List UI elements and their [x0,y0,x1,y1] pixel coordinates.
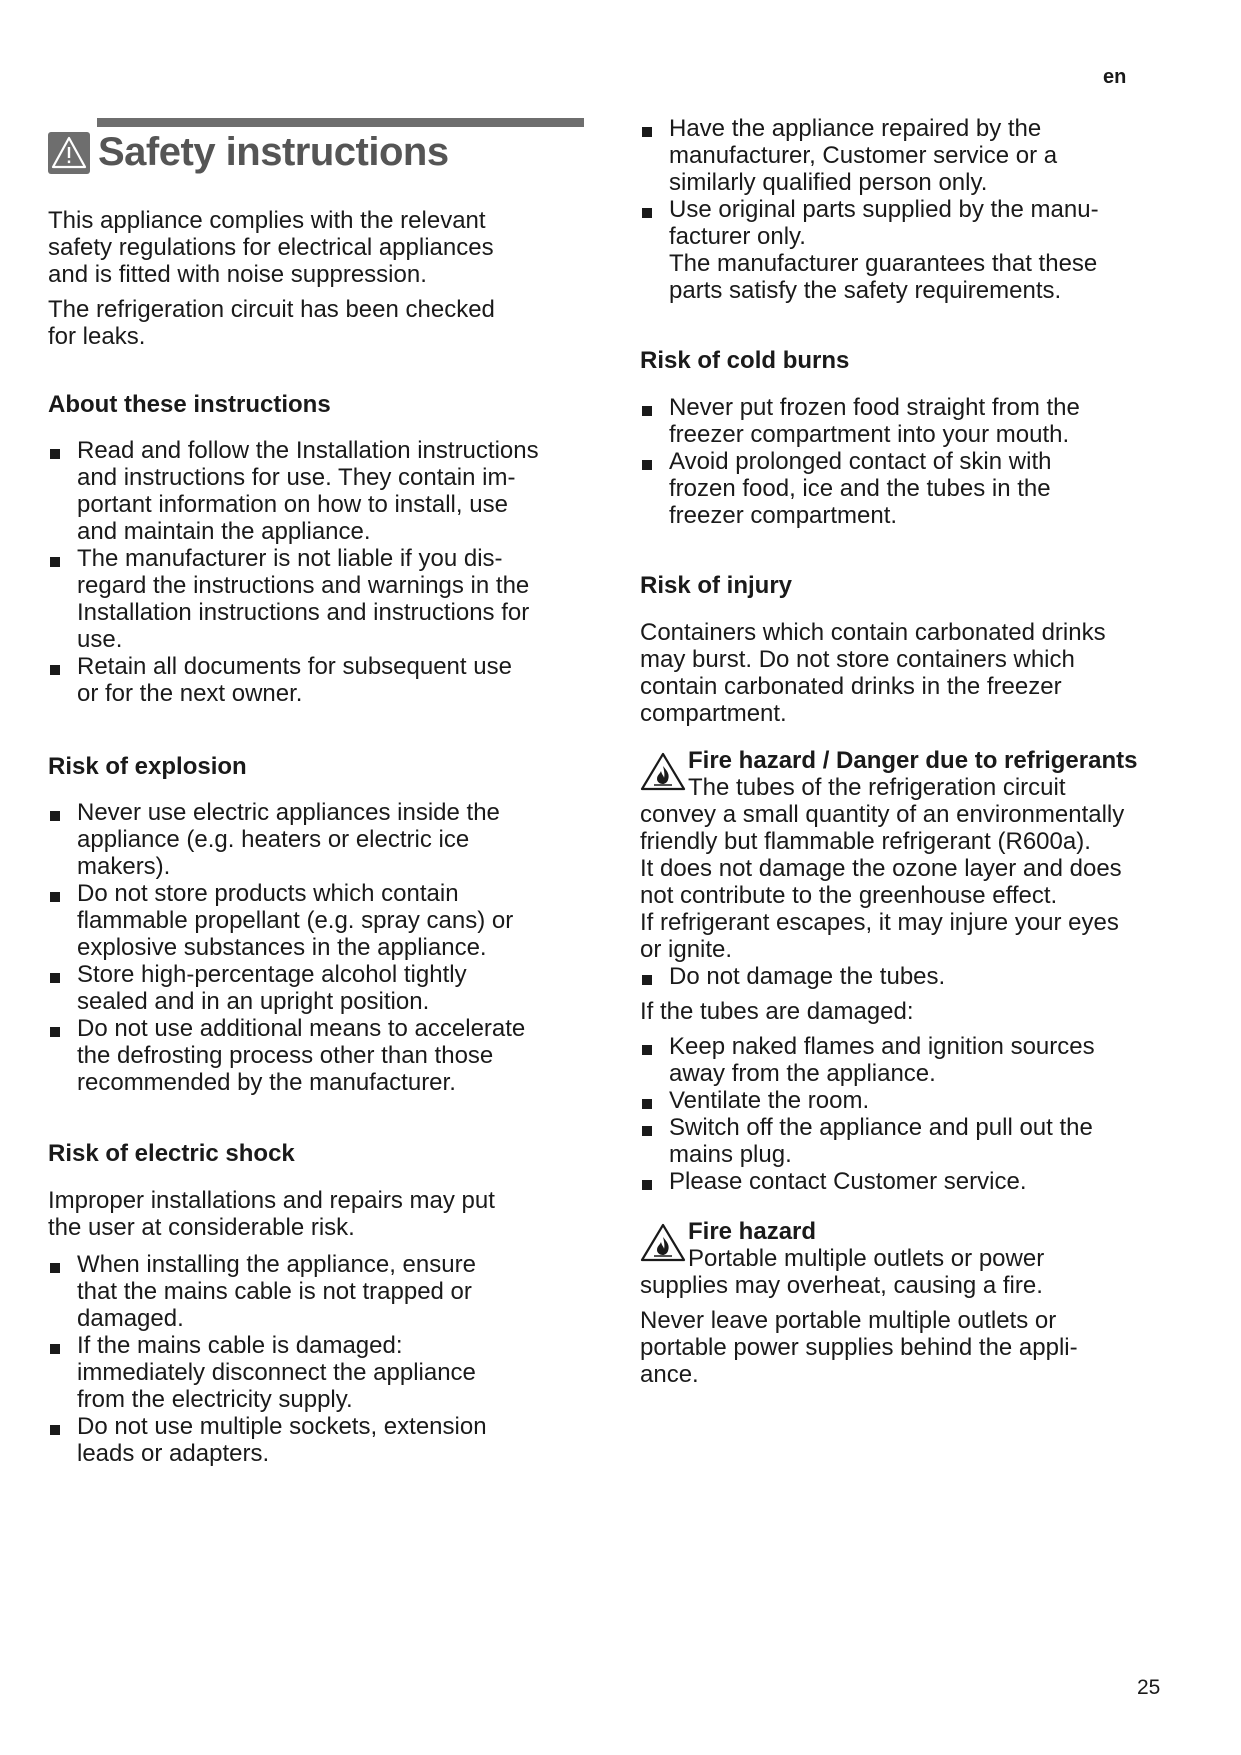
explosion-heading: Risk of explosion [48,753,247,780]
bullet-icon [50,1425,60,1435]
page-title: Safety instructions [98,130,449,174]
language-code: en [1103,66,1127,88]
bullet-icon [642,1180,652,1190]
shock-list [48,1251,593,1467]
bullet-icon [642,208,652,218]
damaged-intro: If the tubes are damaged: [640,998,914,1025]
list-item: Do not store products which contain flammable propellant (e.g. spray cans) or explosive substances in the appliance. [48,880,593,961]
intro-paragraph-1: This appliance complies with the relevant safety regulations for electrical appliances and is fitted with noise suppression. [48,207,494,288]
fire-text: Portable multiple outlets or power supplies may overheat, causing a fire. [640,1245,1045,1299]
list-item: Read and follow the Installation instructions and instructions for use. They contain im- portant information on how to install, use and maintain the appliance. [48,437,593,545]
bullet-icon [642,406,652,416]
section-title [48,130,449,175]
bullet-icon [50,557,60,567]
list-item: Ventilate the room. [640,1087,1185,1114]
about-list [48,437,593,707]
cold-heading: Risk of cold burns [640,347,850,374]
list-item: Please contact Customer service. [640,1168,1185,1195]
explosion-list [48,799,593,1096]
bullet-icon [50,892,60,902]
list-item: Never use electric appliances inside the appliance (e.g. heaters or electric ice makers). [48,799,593,880]
list-item: Do not use multiple sockets, extension leads or adapters. [48,1413,593,1467]
bullet-icon [50,1344,60,1354]
shock-heading: Risk of electric shock [48,1140,295,1167]
list-item: If the mains cable is damaged: immediately disconnect the appliance from the electricity supply. [48,1332,593,1413]
list-item: Have the appliance repaired by the manufacturer, Customer service or a similarly qualified person only. [640,115,1185,196]
cold-list [640,394,1185,529]
fire-text-2: Never leave portable multiple outlets or portable power supplies behind the appli- ance. [640,1307,1078,1388]
injury-text: Containers which contain carbonated drinks may burst. Do not store containers which contain carbonated drinks in the freezer compartment. [640,619,1106,727]
intro-paragraph-2: The refrigeration circuit has been checked for leaks. [48,296,495,350]
repair-list [640,115,1185,304]
shock-intro: Improper installations and repairs may put the user at considerable risk. [48,1187,495,1241]
list-item: Retain all documents for subsequent use or for the next owner. [48,653,593,707]
bullet-icon [642,127,652,137]
bullet-icon [50,449,60,459]
bullet-icon [642,1099,652,1109]
list-item: Do not use additional means to accelerate the defrosting process other than those recommended by the manufacturer. [48,1015,593,1096]
list-item: Switch off the appliance and pull out the mains plug. [640,1114,1185,1168]
bullet-icon [50,665,60,675]
list-item: The manufacturer is not liable if you dis- regard the instructions and warnings in the Installation instructions and instructions for use. [48,545,593,653]
refrigerant-text: The tubes of the refrigeration circuit convey a small quantity of an environmentally friendly but flammable refrigerant (R600a). It does not damage the ozone layer and does not contribute to the greenhouse effect. If refrigerant escapes, it may injure your eyes or ignite. [640,774,1125,963]
bullet-icon [642,460,652,470]
injury-heading: Risk of injury [640,572,793,599]
refrigerant-list-1 [640,963,1185,990]
bullet-icon [50,973,60,983]
bullet-icon [642,1045,652,1055]
title-rule [97,118,584,127]
refrigerant-heading: Fire hazard / Danger due to refrigerants [688,747,1138,774]
bullet-icon [642,975,652,985]
warning-icon [48,132,90,174]
bullet-icon [50,1027,60,1037]
list-item: When installing the appliance, ensure that the mains cable is not trapped or damaged. [48,1251,593,1332]
page-number: 25 [1137,1676,1161,1699]
list-item: Do not damage the tubes. [640,963,1185,990]
bullet-icon [642,1126,652,1136]
bullet-icon [50,811,60,821]
refrigerant-list-2 [640,1033,1185,1195]
bullet-icon [50,1263,60,1273]
about-heading: About these instructions [48,391,331,418]
list-item: Keep naked flames and ignition sources away from the appliance. [640,1033,1185,1087]
fire-heading: Fire hazard [688,1218,817,1245]
list-item: Use original parts supplied by the manu- facturer only. The manufacturer guarantees that these parts satisfy the safety requirements. [640,196,1185,304]
list-item: Never put frozen food straight from the freezer compartment into your mouth. [640,394,1185,448]
list-item: Store high-percentage alcohol tightly sealed and in an upright position. [48,961,593,1015]
list-item: Avoid prolonged contact of skin with frozen food, ice and the tubes in the freezer compartment. [640,448,1185,529]
